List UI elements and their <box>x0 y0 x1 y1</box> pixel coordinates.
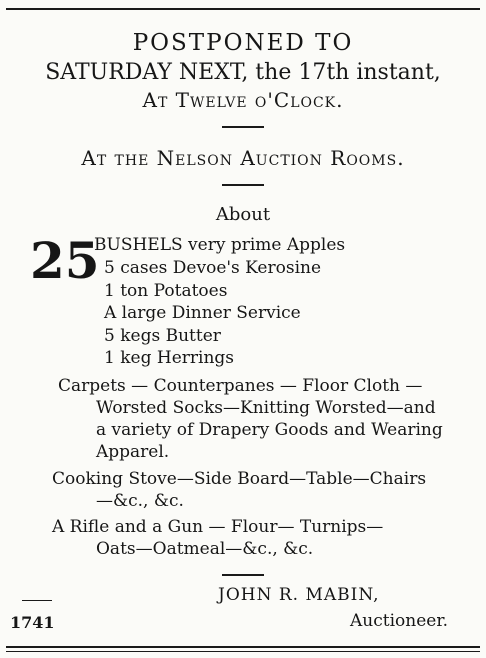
bottom-border-rule-thin <box>6 651 480 652</box>
time-heading: At Twelve o'Clock. <box>142 88 344 112</box>
item-line: 5 cases Devoe's Kerosine <box>104 258 322 278</box>
item-line: 5 kegs Butter <box>104 326 221 346</box>
auctioneer-title: Auctioneer. <box>350 611 448 631</box>
paragraph-line: A Rifle and a Gun — Flour— Turnips— <box>52 517 384 537</box>
paragraph-line: a variety of Drapery Goods and Wearing <box>96 420 443 440</box>
divider-rule <box>222 184 264 186</box>
ad-number: 1741 <box>10 613 55 632</box>
top-border-rule <box>6 8 480 10</box>
signature-stub-rule <box>22 600 52 601</box>
paragraph-line: Apparel. <box>96 442 170 462</box>
venue-heading: At the Nelson Auction Rooms. <box>81 146 405 170</box>
divider-rule <box>222 574 264 576</box>
item-line: 1 ton Potatoes <box>104 281 228 301</box>
divider-rule <box>222 126 264 128</box>
postponed-heading: POSTPONED TO <box>132 30 354 56</box>
paragraph-line: Cooking Stove—Side Board—Table—Chairs <box>52 469 427 489</box>
auctioneer-name: JOHN R. MABIN, <box>218 585 380 605</box>
bottom-border-rule <box>6 646 480 648</box>
paragraph-line: Worsted Socks—Knitting Worsted—and <box>96 398 436 418</box>
paragraph-line: —&c., &c. <box>96 491 184 511</box>
item-line: A large Dinner Service <box>104 303 301 323</box>
item-line: 1 keg Herrings <box>104 348 234 368</box>
paragraph-line: Oats—Oatmeal—&c., &c. <box>96 539 314 559</box>
paragraph-line: Carpets — Counterpanes — Floor Cloth — <box>58 376 423 396</box>
about-label: About <box>215 204 271 225</box>
quantity-number: 25 <box>30 231 100 290</box>
date-heading: SATURDAY NEXT, the 17th instant, <box>45 60 441 85</box>
item-line: BUSHELS very prime Apples <box>94 235 346 255</box>
